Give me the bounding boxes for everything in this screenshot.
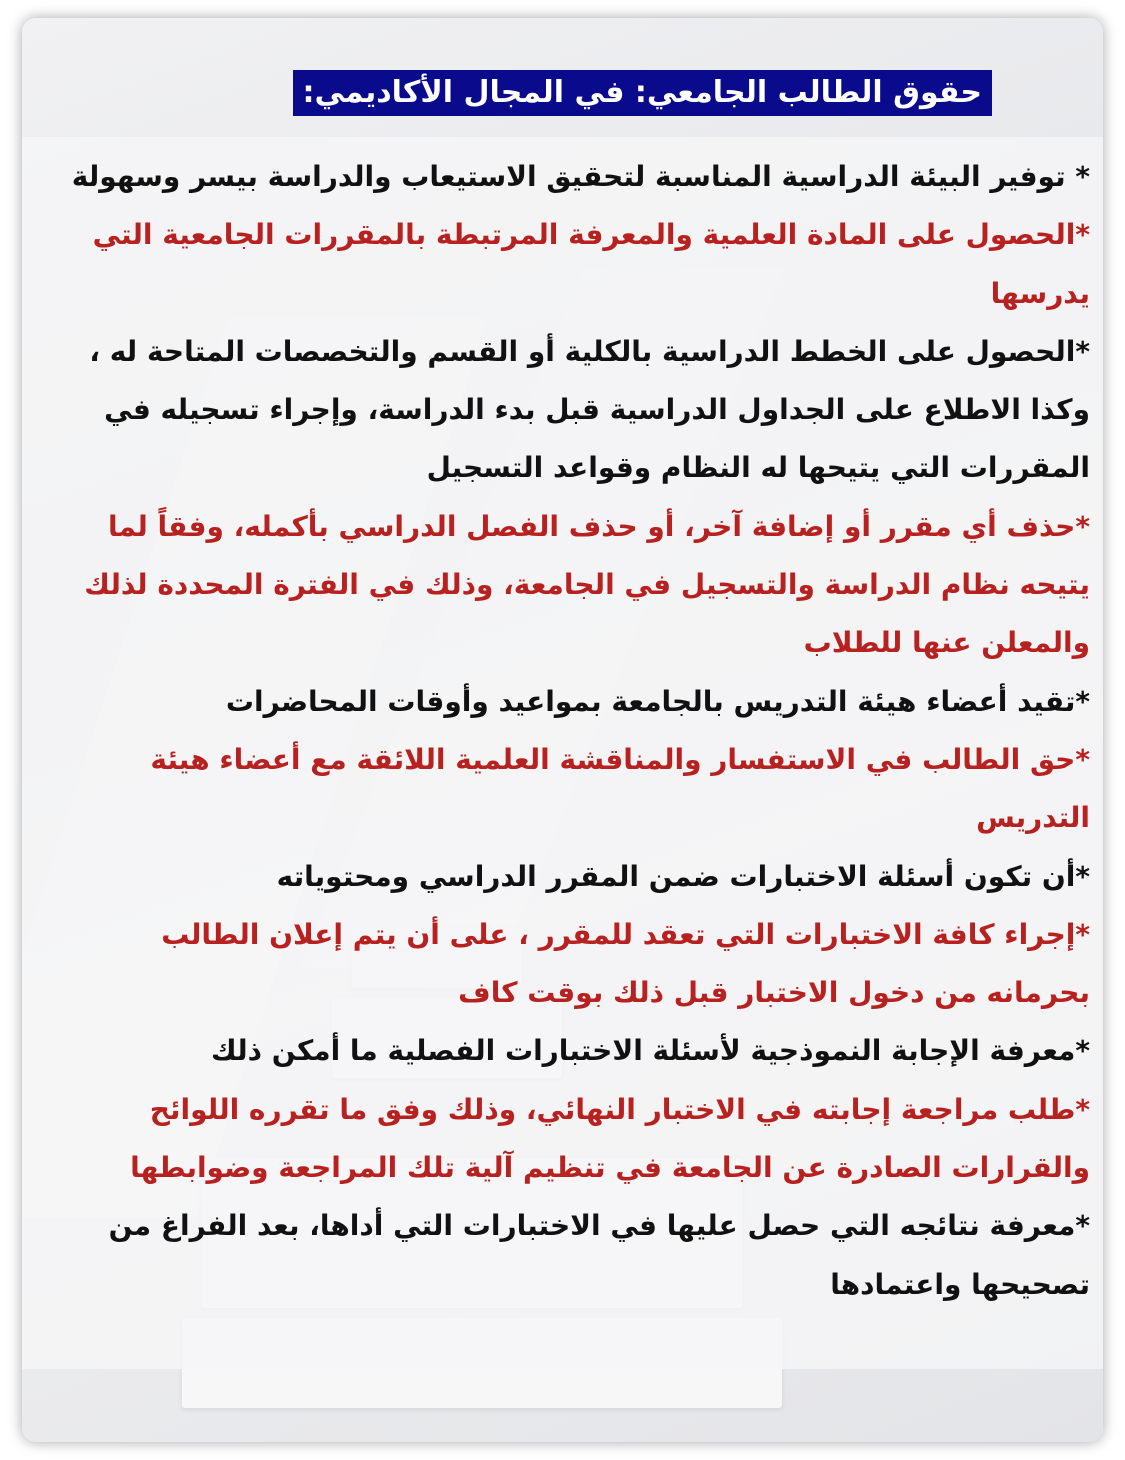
text-line: يتيحه نظام الدراسة والتسجيل في الجامعة، وذلك في الفترة المحددة لذلك bbox=[84, 568, 1090, 602]
text-line: *طلب مراجعة إجابته في الاختبار النهائي، وذلك وفق ما تقرره اللوائح bbox=[149, 1092, 1090, 1126]
text-line: والمعلن عنها للطلاب bbox=[803, 626, 1090, 660]
text-line: *حذف أي مقرر أو إضافة آخر، أو حذف الفصل الدراسي بأكمله، وفقاً لما bbox=[107, 509, 1090, 543]
text-line: يدرسها bbox=[990, 276, 1090, 310]
text-line: المقررات التي يتيحها له النظام وقواعد التسجيل bbox=[426, 451, 1090, 485]
text-line: *إجراء كافة الاختبارات التي تعقد للمقرر ، على أن يتم إعلان الطالب bbox=[161, 917, 1090, 951]
text-line: *أن تكون أسئلة الاختبارات ضمن المقرر الدراسي ومحتوياته bbox=[276, 859, 1090, 893]
page-title: حقوق الطالب الجامعي: في المجال الأكاديمي: bbox=[293, 70, 992, 116]
text-line: بحرمانه من دخول الاختبار قبل ذلك بوقت كاف bbox=[458, 976, 1090, 1010]
text-line: التدريس bbox=[976, 801, 1090, 835]
text-line: *الحصول على المادة العلمية والمعرفة المرتبطة بالمقررات الجامعية التي bbox=[92, 218, 1090, 252]
text-line: *معرفة الإجابة النموذجية لأسئلة الاختبارات الفصلية ما أمكن ذلك bbox=[211, 1034, 1090, 1068]
text-line: وكذا الاطلاع على الجداول الدراسية قبل بدء الدراسة، وإجراء تسجيله في bbox=[104, 393, 1090, 427]
rights-list bbox=[38, 148, 1090, 1314]
text-line: تصحيحها واعتمادها bbox=[830, 1267, 1090, 1301]
text-line: *تقيد أعضاء هيئة التدريس بالجامعة بمواعيد وأوقات المحاضرات bbox=[225, 684, 1090, 718]
text-line: *حق الطالب في الاستفسار والمناقشة العلمية اللائقة مع أعضاء هيئة bbox=[150, 742, 1090, 776]
text-line: * توفير البيئة الدراسية المناسبة لتحقيق الاستيعاب والدراسة بيسر وسهولة bbox=[71, 160, 1090, 193]
text-line: والقرارات الصادرة عن الجامعة في تنظيم آلية تلك المراجعة وضوابطها bbox=[130, 1151, 1090, 1185]
text-line: *معرفة نتائجه التي حصل عليها في الاختبارات التي أداها، بعد الفراغ من bbox=[108, 1209, 1090, 1243]
text-line: *الحصول على الخطط الدراسية بالكلية أو القسم والتخصصات المتاحة له ، bbox=[89, 334, 1090, 368]
